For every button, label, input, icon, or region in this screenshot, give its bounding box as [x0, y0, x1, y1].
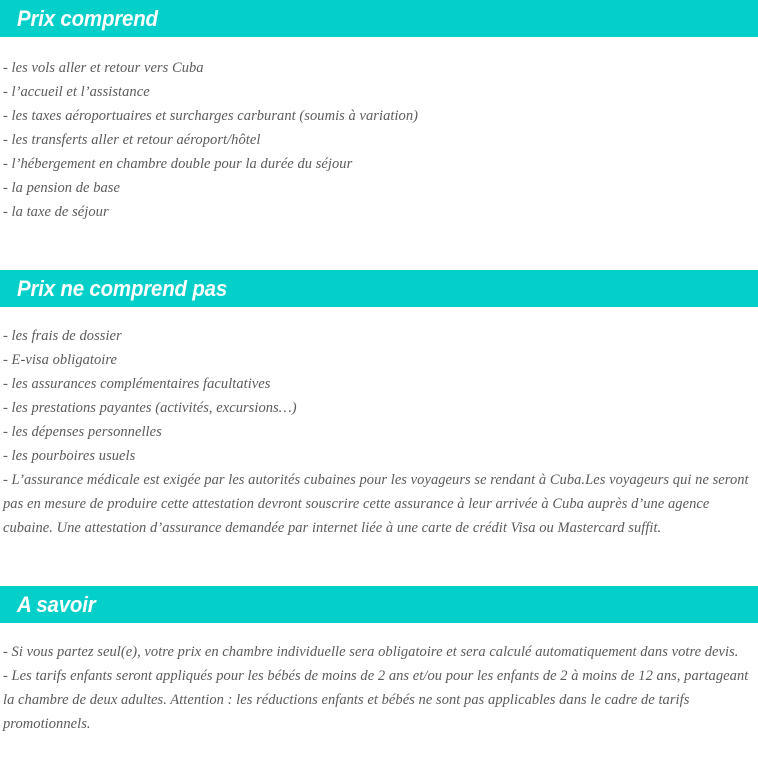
list-item: - les vols aller et retour vers Cuba [3, 60, 204, 76]
list-item: - E-visa obligatoire [3, 352, 118, 368]
section-header-prix-comprend [0, 0, 758, 37]
list-item: - l’accueil et l’assistance [3, 84, 150, 100]
section-title: Prix comprend [17, 5, 158, 31]
spacer [0, 307, 758, 324]
spacer [0, 37, 758, 56]
list-item: - les pourboires usuels [3, 448, 136, 464]
section-prix-comprend [0, 0, 758, 224]
list-item: - les frais de dossier [3, 328, 122, 344]
spacer [0, 623, 758, 640]
list-item: - l’hébergement en chambre double pour la durée du séjour [3, 156, 353, 172]
list-item: - les assurances complémentaires facultatives [3, 376, 271, 392]
paragraph-child-rates: - Les tarifs enfants seront appliqués pour les bébés de moins de 2 ans et/ou pour les enfants de 2 à moins de 12 ans, partageant la chambre de deux adultes. Attention : les réductions enfants et bébés ne sont pas applicables dans le cadre de tarifs promotionnels. [3, 668, 749, 732]
section-header-a-savoir [0, 586, 758, 623]
section-gap [0, 540, 758, 586]
paragraph-single-room: - Si vous partez seul(e), votre prix en chambre individuelle sera obligatoire et sera calculé automatiquement dans votre devis. [3, 644, 739, 660]
list-item: - les transferts aller et retour aéroport/hôtel [3, 132, 261, 148]
list-item: - les dépenses personnelles [3, 424, 162, 440]
list-item: - les taxes aéroportuaires et surcharges carburant (soumis à variation) [3, 108, 419, 124]
paragraph-insurance-notice: - L’assurance médicale est exigée par les autorités cubaines pour les voyageurs se rendant à Cuba.Les voyageurs qui ne seront pas en mesure de produire cette attestation devront souscrire cette assurance à leur arrivée à Cuba auprès d’une agence cubaine. Une attestation d’assurance demandée par internet liée à une carte de crédit Visa ou Mastercard suffit. [3, 472, 749, 536]
section-title: A savoir [17, 591, 96, 617]
section-title: Prix ne comprend pas [17, 275, 228, 301]
section-a-savoir [0, 586, 758, 736]
section-header-prix-ne-comprend-pas [0, 270, 758, 307]
section-gap [0, 224, 758, 270]
section-body-a-savoir [0, 640, 758, 736]
list-item: - la pension de base [3, 180, 120, 196]
section-body-prix-comprend [0, 56, 758, 224]
list-item: - les prestations payantes (activités, excursions…) [3, 400, 297, 416]
section-body-prix-ne-comprend-pas [0, 324, 758, 540]
section-prix-ne-comprend-pas [0, 270, 758, 540]
list-item: - la taxe de séjour [3, 204, 109, 220]
